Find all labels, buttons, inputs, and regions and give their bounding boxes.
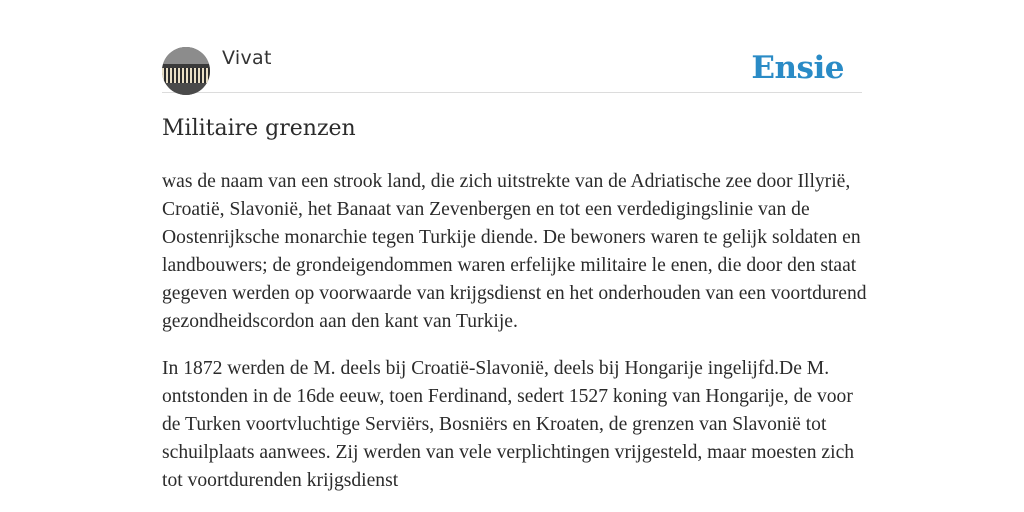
article-paragraph: In 1872 werden de M. deels bij Croatië-Slavonië, deels bij Hongarije ingelijfd.De M. ontstonden in de 16de eeuw, toen Ferdinand, sedert 1527 koning van Hongarije, de voor de Turken voortvluchtige Serviërs, Bosniërs en Kroaten, de grenzen van Slavonië tot schuilplaats aanwees. Zij werden van vele verplichtingen vrijgesteld, maar moesten zich tot voortdurenden krijgsdienst xyxy=(162,358,855,491)
article-body xyxy=(162,168,867,512)
header xyxy=(162,46,862,93)
avatar-image xyxy=(162,47,210,95)
article-paragraph: was de naam van een strook land, die zich uitstrekte van de Adriatische zee door Illyrië, Croatië, Slavonië, het Banaat van Zevenbergen en tot een verdedigingslinie van de Oostenrijksche monarchie tegen Turkije diende. De bewoners waren te gelijk soldaten en landbouwers; de grondeigendommen waren erfelijke militaire le enen, die door den staat gegeven werden op voorwaarde van krijgsdienst en het onderhouden van een voortdurend gezondheidscordon aan den kant van Turkije. xyxy=(162,171,867,332)
author-name[interactable]: Vivat xyxy=(222,47,272,69)
article-title: Militaire grenzen xyxy=(162,116,356,141)
site-logo[interactable]: Ensie xyxy=(751,50,844,86)
avatar[interactable] xyxy=(162,47,210,95)
